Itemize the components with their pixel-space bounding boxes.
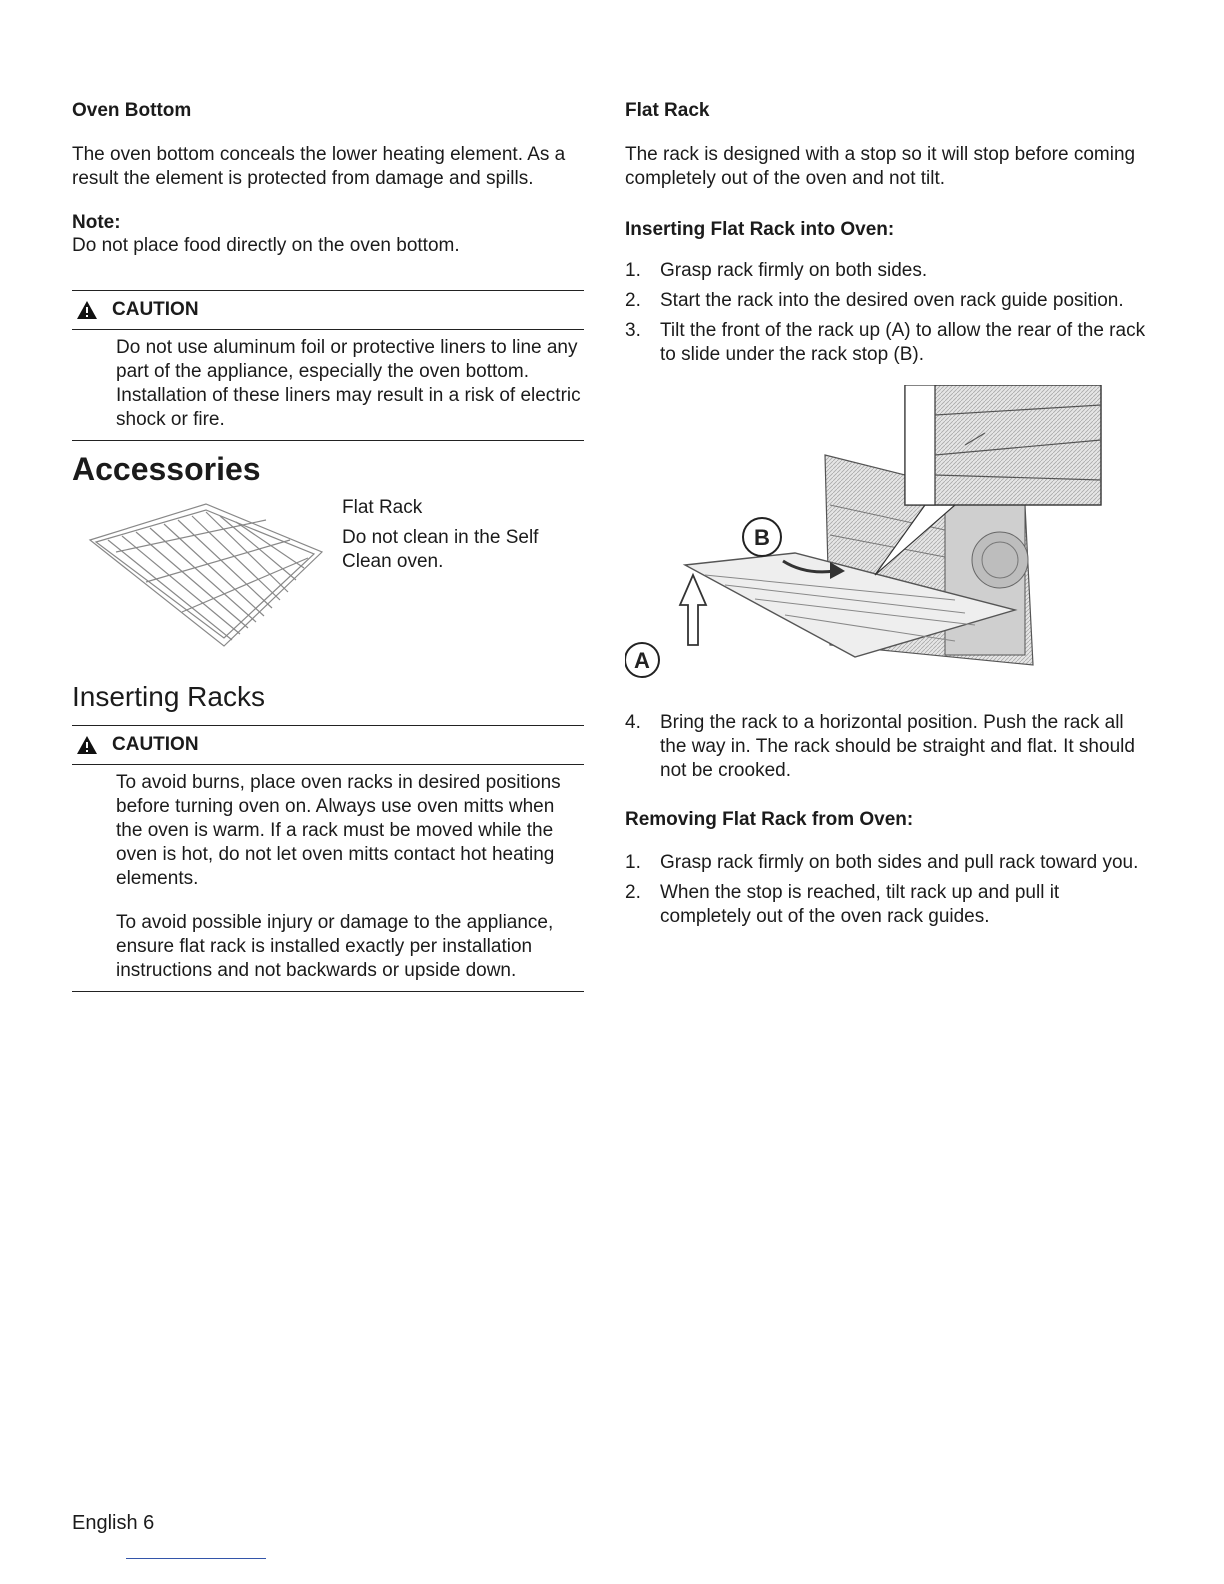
note-block: [72, 212, 584, 258]
right-column: [625, 100, 1155, 935]
note-text: Do not place food directly on the oven bottom.: [72, 235, 460, 256]
caution-box-racks: [72, 725, 584, 992]
caution-text-1: To avoid burns, place oven racks in desired positions before turning oven on. Always use oven mitts when the oven is warm. If a rack must be moved while the oven is hot, do not let oven mitts contact hot heating elements.: [116, 772, 561, 889]
list-item: 4. Bring the rack to a horizontal position. Push the rack all the way in. The rack should be straight and flat. It should not be crooked.: [625, 712, 1135, 781]
footer-divider: [126, 1558, 266, 1559]
label-b: B: [754, 525, 770, 550]
left-column: [72, 100, 584, 992]
accessory-item: [72, 496, 584, 666]
accessory-note: Do not clean in the Self Clean oven.: [342, 527, 539, 572]
caution-text: Do not use aluminum foil or protective liners to line any part of the appliance, especially the oven bottom. Installation of these liners may result in a risk of electric shock or fire.: [116, 337, 581, 430]
accessories-title: Accessories: [72, 451, 261, 487]
caution-label: CAUTION: [112, 734, 199, 755]
oven-bottom-heading: Oven Bottom: [72, 100, 192, 121]
page-footer: English 6: [72, 1512, 155, 1534]
caution-header: [72, 291, 584, 330]
inserting-racks-title: Inserting Racks: [72, 681, 265, 712]
list-item: 3. Tilt the front of the rack up (A) to allow the rear of the rack to slide under the rack stop (B).: [625, 320, 1146, 365]
list-item: 1. Grasp rack firmly on both sides.: [625, 260, 928, 281]
removing-heading: Removing Flat Rack from Oven:: [625, 809, 914, 830]
oven-bottom-text: The oven bottom conceals the lower heating element. As a result the element is protected from damage and spills.: [72, 144, 566, 189]
list-item: 1. Grasp rack firmly on both sides and pull rack toward you.: [625, 852, 1139, 873]
rack-insertion-figure: [625, 385, 1155, 705]
inserting-steps: [625, 259, 1155, 367]
accessory-description: [342, 496, 572, 574]
flat-rack-heading: Flat Rack: [625, 100, 710, 121]
flat-rack-text: The rack is designed with a stop so it will stop before coming completely out of the oven and not tilt.: [625, 144, 1136, 189]
note-label: Note:: [72, 212, 121, 233]
flat-rack-image: [86, 500, 326, 650]
label-a: A: [634, 648, 650, 673]
warning-icon: [76, 300, 98, 320]
caution-header: [72, 726, 584, 765]
step-4: [625, 711, 1155, 783]
inserting-heading: Inserting Flat Rack into Oven:: [625, 219, 895, 240]
caution-text-2: To avoid possible injury or damage to the appliance, ensure flat rack is installed exactly per installation instructions and not backwards or upside down.: [116, 912, 554, 981]
accessory-name: Flat Rack: [342, 497, 423, 518]
warning-icon: [76, 735, 98, 755]
removing-steps: [625, 851, 1155, 929]
caution-box-foil: [72, 290, 584, 441]
caution-label: CAUTION: [112, 299, 199, 320]
list-item: 2. When the stop is reached, tilt rack up and pull it completely out of the oven rack guides.: [625, 882, 1060, 927]
list-item: 2. Start the rack into the desired oven rack guide position.: [625, 290, 1124, 311]
